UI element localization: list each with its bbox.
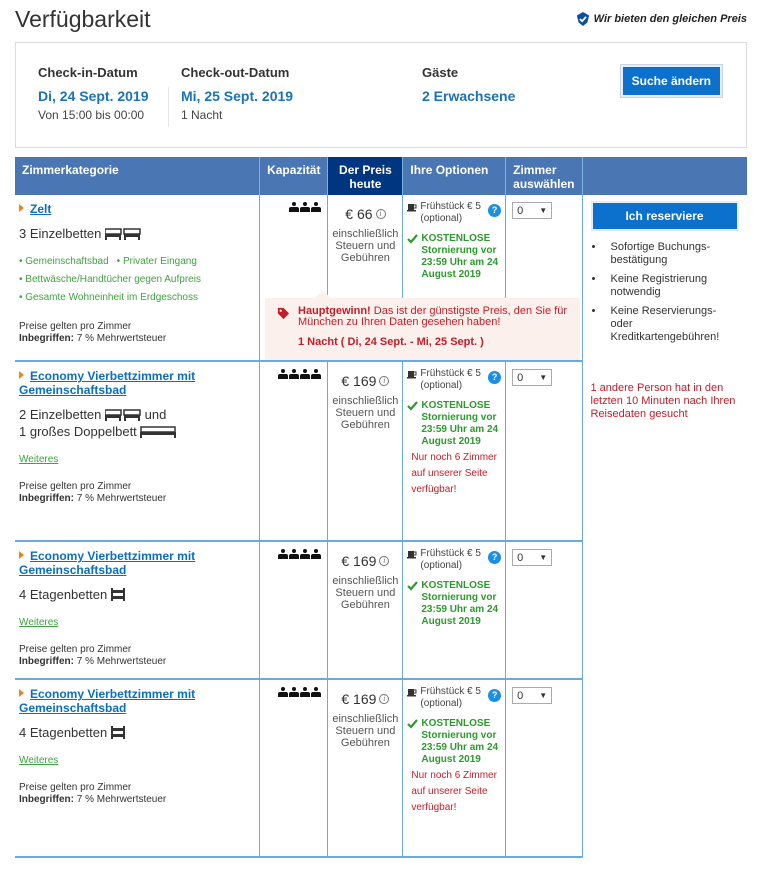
info-icon[interactable]: i (379, 694, 389, 704)
table-row: Economy Vierbettzimmer mit Gemeinschaftsbad 2 Einzelbetten und 1 großes Doppelbett Weiteres Preise gelten pro Zimmer Inbegriffen: 7 % Mehrwertsteuer € 169 i einschließlich Steuern und Gebühren Frühstück € 5 (optional) ? KOSTENLOSE Stornierung vor 23:59 Uhr am 24 August 2019 Nur noch 6 Zimmer auf unserer Seite verfügbar! 0 ▼ (15, 361, 747, 541)
checkmark-icon (407, 581, 418, 591)
bed-info: 4 Etagenbetten (19, 586, 255, 603)
table-row: Economy Vierbettzimmer mit Gemeinschaftsbad 4 Etagenbetten Weiteres Preise gelten pro Zimmer Inbegriffen: 7 % Mehrwertsteuer € 169 i einschließlich Steuern und Gebühren Frühstück € 5 (optional) ? KOSTENLOSE Stornierung vor 23:59 Uhr am 24 August 2019 0 ▼ (15, 541, 747, 679)
free-cancellation: KOSTENLOSE Stornierung vor 23:59 Uhr am 24 August 2019 (407, 400, 501, 448)
price-match-badge[interactable]: Wir bieten den gleichen Preis (576, 12, 747, 26)
more-link[interactable]: Weiteres (19, 454, 59, 465)
room-name-link[interactable]: Economy Vierbettzimmer mit Gemeinschaftsbad (19, 549, 196, 577)
bed-info: 2 Einzelbetten und 1 großes Doppelbett (19, 406, 255, 440)
room-name-link[interactable]: Economy Vierbettzimmer mit Gemeinschaftsbad (19, 369, 196, 397)
bed-info: 4 Etagenbetten (19, 724, 255, 741)
col-side (582, 157, 747, 195)
help-icon[interactable]: ? (488, 551, 501, 564)
room-quantity-select[interactable]: 0 ▼ (512, 549, 552, 566)
price: € 66 (345, 206, 373, 222)
dropdown-caret-icon: ▼ (539, 691, 548, 700)
dropdown-caret-icon: ▼ (539, 206, 548, 215)
col-room: Zimmerkategorie (15, 157, 260, 195)
free-cancellation: KOSTENLOSE Stornierung vor 23:59 Uhr am 24 August 2019 (407, 233, 501, 281)
scarcity-notice: Nur noch 6 Zimmer auf unserer Seite verfügbar! (411, 770, 497, 813)
price-note: Preise gelten pro Zimmer Inbegriffen: 7 % Mehrwertsteuer (19, 481, 167, 504)
price: € 169 (341, 373, 377, 389)
deal-title: Hauptgewinn! (298, 305, 371, 317)
deal-nights: 1 Nacht ( Di, 24 Sept. - Mi, 25 Sept. ) (298, 336, 484, 348)
checkmark-icon (407, 401, 418, 411)
room-name-link[interactable]: Economy Vierbettzimmer mit Gemeinschaftsbad (19, 687, 196, 715)
help-icon[interactable]: ? (488, 689, 501, 702)
price-note: Preise gelten pro Zimmer Inbegriffen: 7 % Mehrwertsteuer (19, 782, 167, 805)
col-capacity: Kapazität (260, 157, 328, 195)
col-price: Der Preis heute (328, 157, 403, 195)
breakfast-option: Frühstück € 5 (optional) ? (407, 548, 501, 572)
double-bed-icon (140, 426, 176, 438)
price-note: Preise gelten pro Zimmer Inbegriffen: 7 % Mehrwertsteuer (19, 644, 167, 667)
more-link[interactable]: Weiteres (19, 617, 59, 628)
table-row: Economy Vierbettzimmer mit Gemeinschaftsbad 4 Etagenbetten Weiteres Preise gelten pro Zimmer Inbegriffen: 7 % Mehrwertsteuer € 169 i einschließlich Steuern und Gebühren Frühstück € 5 (optional) ? KOSTENLOSE Stornierung vor 23:59 Uhr am 24 August 2019 Nur noch 6 Zimmer auf unserer Seite verfügbar! 0 ▼ (15, 679, 747, 857)
more-link[interactable]: Weiteres (19, 755, 59, 766)
facility-list: • Gemeinschaftsbad • Privater Eingang • Bettwäsche/Handtücher gegen Aufpreis • Gesamte Wohneinheit im Erdgeschoss (19, 253, 255, 307)
col-select: Zimmer auswählen (506, 157, 582, 195)
change-search-button[interactable]: Suche ändern (621, 65, 722, 97)
coffee-cup-icon (407, 687, 417, 697)
bunk-bed-icon (111, 726, 125, 739)
price: € 169 (341, 553, 377, 569)
checkmark-icon (407, 719, 418, 729)
divider (168, 87, 169, 127)
room-name-link[interactable]: Zelt (19, 202, 255, 216)
caret-right-icon (19, 204, 24, 212)
caret-right-icon (19, 689, 24, 697)
scarcity-notice: Nur noch 6 Zimmer auf unserer Seite verfügbar! (411, 452, 497, 495)
info-icon[interactable]: i (379, 376, 389, 386)
single-bed-icon (105, 409, 141, 421)
coffee-cup-icon (407, 202, 417, 212)
bunk-bed-icon (111, 588, 125, 601)
coffee-cup-icon (407, 549, 417, 559)
info-icon[interactable]: i (379, 556, 389, 566)
best-price-banner: Hauptgewinn! Das ist der günstigste Preis, den Sie für München zu Ihren Daten gesehen haben! 1 Nacht ( Di, 24 Sept. - Mi, 25 Sept. ) (265, 298, 580, 360)
capacity-3-persons-icon (289, 202, 321, 212)
search-summary (15, 42, 747, 148)
benefits-list: • Sofortige Buchungs-bestätigung • Keine Registrierung notwendig • Keine Reservierungs- oder Kreditkartengebühren! (591, 241, 740, 344)
dropdown-caret-icon: ▼ (539, 553, 548, 562)
info-icon[interactable]: i (376, 209, 386, 219)
help-icon[interactable]: ? (488, 371, 501, 384)
checkin-info: Check-in-Datum Di, 24 Sept. 2019 Von 15:00 bis 00:00 (38, 65, 149, 122)
coffee-cup-icon (407, 369, 417, 379)
capacity-4-persons-icon (278, 687, 321, 697)
capacity-4-persons-icon (278, 369, 321, 379)
caret-right-icon (19, 371, 24, 379)
breakfast-option: Frühstück € 5 (optional) ? (407, 368, 501, 392)
caret-right-icon (19, 551, 24, 559)
room-quantity-select[interactable]: 0 ▼ (512, 202, 552, 219)
price-tag-icon (277, 307, 290, 320)
col-options: Ihre Optionen (403, 157, 506, 195)
checkout-info: Check-out-Datum Mi, 25 Sept. 2019 1 Nacht (181, 65, 294, 122)
bed-info: 3 Einzelbetten (19, 225, 255, 242)
price: € 169 (341, 691, 377, 707)
help-icon[interactable]: ? (488, 204, 501, 217)
price-note: Preise gelten pro Zimmer Inbegriffen: 7 % Mehrwertsteuer (19, 321, 167, 344)
breakfast-option: Frühstück € 5 (optional) ? (407, 201, 501, 225)
booking-sidebar (582, 195, 747, 857)
demand-notice: 1 andere Person hat in den letzten 10 Minuten nach Ihren Reisedaten gesucht (590, 382, 736, 420)
breakfast-option: Frühstück € 5 (optional) ? (407, 686, 501, 710)
room-table (15, 157, 747, 858)
shield-check-icon (576, 12, 590, 26)
room-quantity-select[interactable]: 0 ▼ (512, 687, 552, 704)
table-row: Zelt 3 Einzelbetten • Gemeinschaftsbad • Privater Eingang • Bettwäsche/Handtücher gegen Aufpreis • Gesamte Wohneinheit im Erdgeschoss Preise gelten pro Zimmer Inbegriffen: 7 % Mehrwertsteuer € 66 i einschließlich Steuern und Gebühren Frühstück € 5 (optional) ? KOSTENLOSE Stornierung vor 23:59 Uhr am 24 August 2019 0 ▼ Ich reserviere • Sofortige Buchungs-bestätigung • Keine Registrierung notwendig • Keine Reservierungs- oder Kreditkartengebühren! 1 andere Person hat in den letzten 10 Minuten nach Ihren Reisedaten gesucht (15, 195, 747, 361)
single-bed-icon (105, 228, 141, 240)
room-quantity-select[interactable]: 0 ▼ (512, 369, 552, 386)
free-cancellation: KOSTENLOSE Stornierung vor 23:59 Uhr am 24 August 2019 (407, 580, 501, 628)
page-title: Verfügbarkeit (15, 6, 151, 32)
reserve-button[interactable]: Ich reserviere (591, 201, 739, 231)
free-cancellation: KOSTENLOSE Stornierung vor 23:59 Uhr am 24 August 2019 (407, 718, 501, 766)
guests-info: Gäste 2 Erwachsene (422, 65, 516, 104)
capacity-4-persons-icon (278, 549, 321, 559)
checkmark-icon (407, 234, 418, 244)
dropdown-caret-icon: ▼ (539, 373, 548, 382)
